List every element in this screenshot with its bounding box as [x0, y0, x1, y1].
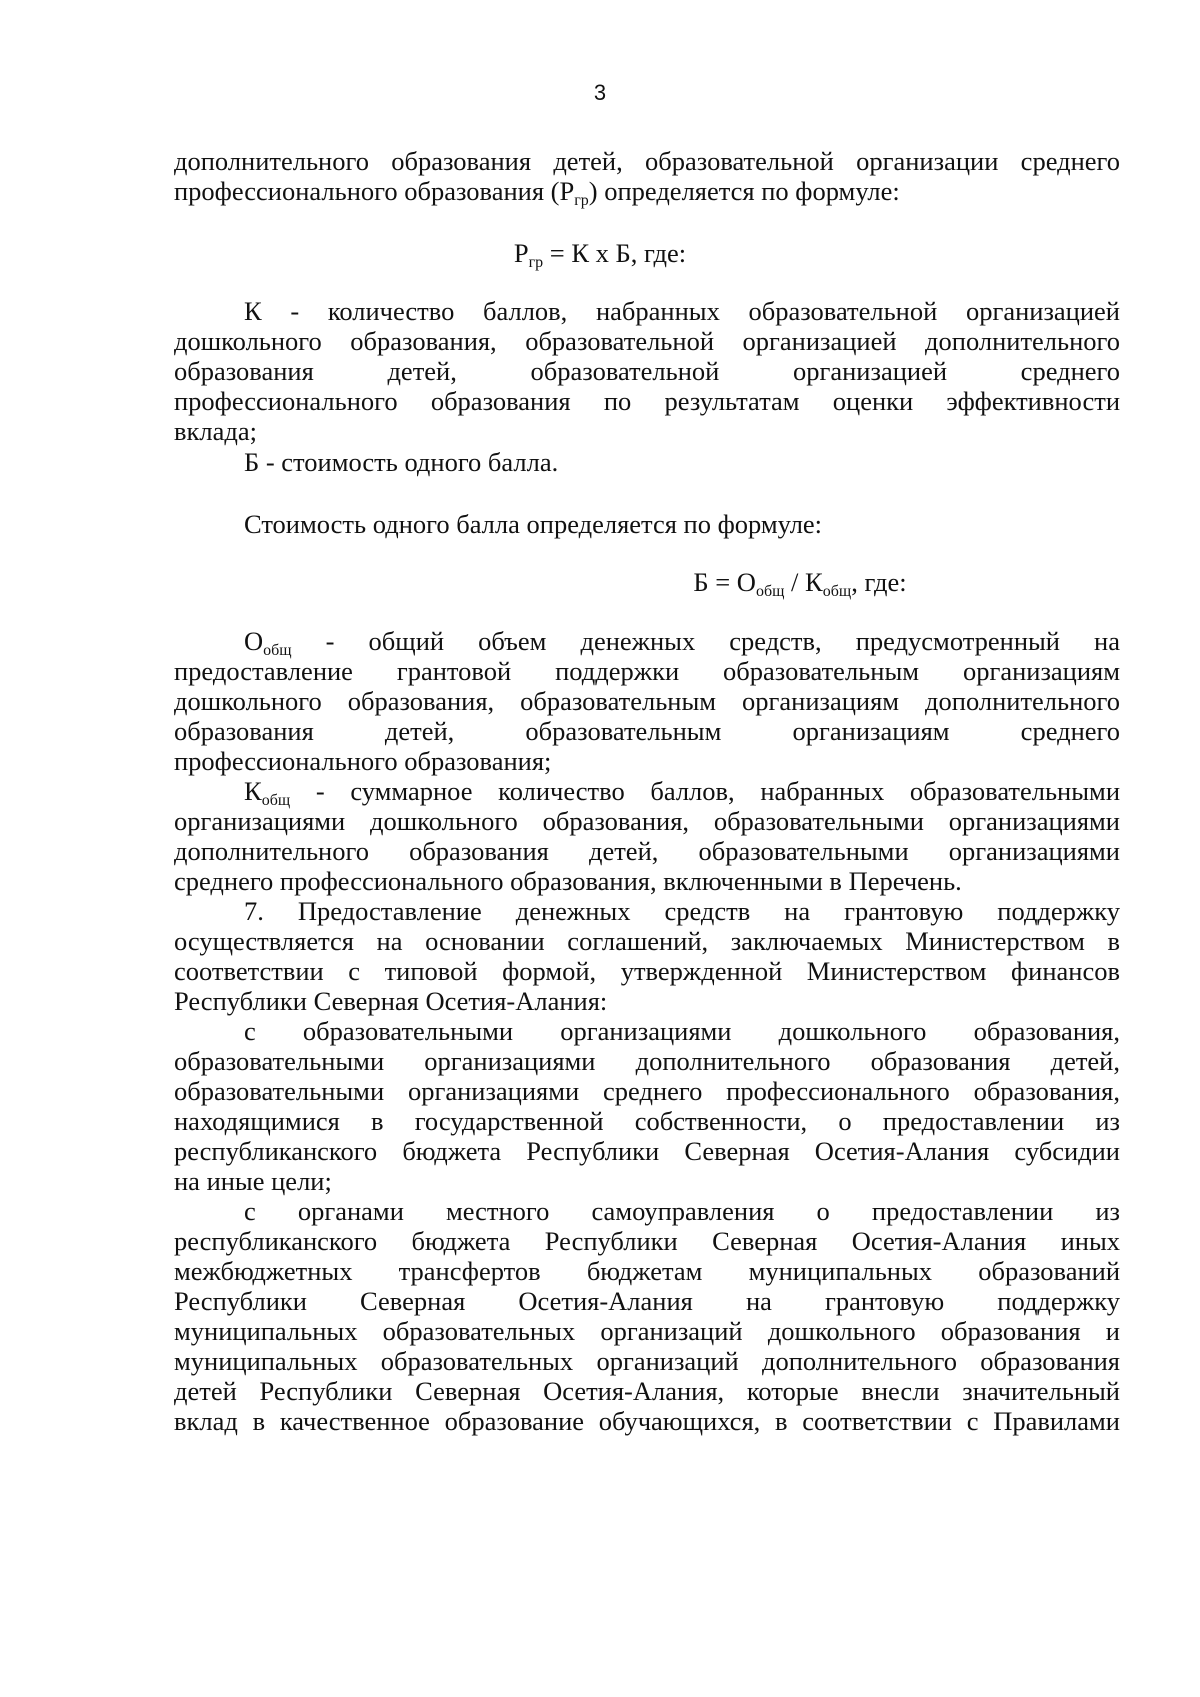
text-line: [174, 745, 1120, 777]
subscript: общ: [261, 792, 291, 809]
text-line: [174, 865, 1120, 897]
text-line: [244, 895, 1120, 927]
formula-line: [500, 566, 1100, 598]
line-text: осуществляется на основании соглашений, заключаемых Министерством в: [174, 926, 1120, 956]
line-text: с органами местного самоуправления о предоставлении из: [244, 1196, 1120, 1226]
text-line: [174, 655, 1120, 687]
line-text: межбюджетных трансфертов бюджетам муниципальных образований: [174, 1256, 1120, 1286]
line-text: - общий объем денежных средств, предусмотренный на: [291, 626, 1120, 656]
text-line: [174, 415, 1120, 447]
line-text: с образовательными организациями дошкольного образования,: [244, 1016, 1120, 1046]
text-line: [174, 835, 1120, 867]
line-text: = К х Б, где:: [543, 238, 687, 268]
line-text: предоставление грантовой поддержки образовательным организациям: [174, 656, 1120, 686]
line-text: образовательными организациями среднего профессионального образования,: [174, 1076, 1120, 1106]
subscript: общ: [263, 642, 292, 659]
text-line: [174, 955, 1120, 987]
text-line: [174, 1225, 1120, 1257]
text-line: [174, 1165, 1120, 1197]
line-text: К - количество баллов, набранных образовательной организацией: [244, 296, 1120, 326]
line-text: находящимися в государственной собственности, о предоставлении из: [174, 1106, 1120, 1136]
text-line: [174, 175, 1120, 207]
text-line: [244, 508, 1120, 540]
text-line: [244, 1015, 1120, 1047]
text-line: [174, 1345, 1120, 1377]
text-line: [244, 446, 1120, 478]
subscript: гр: [574, 192, 589, 209]
text-line: [244, 625, 1120, 657]
line-text: детей Республики Северная Осетия-Алания, которые внесли значительный: [174, 1376, 1120, 1406]
subscript: гр: [528, 254, 544, 271]
line-text: О: [244, 626, 264, 656]
line-text: дошкольного образования, образовательной организацией дополнительного: [174, 326, 1120, 356]
line-text: Республики Северная Осетия-Алания на грантовую поддержку: [174, 1286, 1120, 1316]
subscript: общ: [755, 583, 785, 600]
line-text: профессионального образования;: [174, 746, 552, 776]
text-line: [174, 1105, 1120, 1137]
line-text: образования детей, образовательным организациям среднего: [174, 716, 1120, 746]
text-line: [174, 685, 1120, 717]
text-line: [174, 1285, 1120, 1317]
line-text: 7. Предоставление денежных средств на грантовую поддержку: [244, 896, 1120, 926]
text-line: [174, 1405, 1120, 1437]
line-text: образования детей, образовательной организацией среднего: [174, 356, 1120, 386]
line-text: / К: [784, 567, 823, 597]
text-line: [174, 1135, 1120, 1167]
formula-line: [0, 237, 1200, 269]
line-text: вклада;: [174, 416, 257, 446]
text-line: [244, 1195, 1120, 1227]
page-number: 3: [593, 80, 607, 105]
line-text: образовательными организациями дополнительного образования детей,: [174, 1046, 1120, 1076]
text-line: [174, 325, 1120, 357]
line-text: дошкольного образования, образовательным организациям дополнительного: [174, 686, 1120, 716]
text-line: [174, 925, 1120, 957]
line-text: - суммарное количество баллов, набранных образовательными: [290, 776, 1120, 806]
text-line: [174, 385, 1120, 417]
text-line: [244, 295, 1120, 327]
line-text: дополнительного образования детей, образовательной организации среднего: [174, 146, 1120, 176]
line-text: Республики Северная Осетия-Алания:: [174, 986, 608, 1016]
line-text: Б - стоимость одного балла.: [244, 447, 559, 477]
text-line: [174, 805, 1120, 837]
line-text: профессионального образования по результатам оценки эффективности: [174, 386, 1120, 416]
line-text: среднего профессионального образования, включенными в Перечень.: [174, 866, 962, 896]
line-text: муниципальных образовательных организаций дошкольного образования и: [174, 1316, 1120, 1346]
line-text: дополнительного образования детей, образовательными организациями: [174, 836, 1120, 866]
line-text: , где:: [851, 567, 907, 597]
line-text: республиканского бюджета Республики Северная Осетия-Алания иных: [174, 1226, 1120, 1256]
text-line: [174, 1255, 1120, 1287]
text-line: [174, 1315, 1120, 1347]
line-text: Стоимость одного балла определяется по формуле:: [244, 509, 823, 539]
line-text: ) определяется по формуле:: [588, 176, 900, 206]
subscript: общ: [822, 583, 852, 600]
line-text: муниципальных образовательных организаций дополнительного образования: [174, 1346, 1120, 1376]
text-line: [174, 1045, 1120, 1077]
text-line: [174, 1375, 1120, 1407]
line-text: К: [244, 776, 262, 806]
text-line: [174, 715, 1120, 747]
line-text: соответствии с типовой формой, утвержденной Министерством финансов: [174, 956, 1120, 986]
text-line: [174, 1075, 1120, 1107]
text-line: [244, 775, 1120, 807]
line-text: Р: [513, 238, 529, 268]
text-line: [174, 145, 1120, 177]
text-line: [174, 985, 1120, 1017]
line-text: организациями дошкольного образования, образовательными организациями: [174, 806, 1120, 836]
line-text: профессионального образования (Р: [174, 176, 575, 206]
line-text: Б = О: [693, 567, 756, 597]
line-text: на иные цели;: [174, 1166, 332, 1196]
text-line: [174, 355, 1120, 387]
line-text: вклад в качественное образование обучающихся, в соответствии с Правилами: [174, 1406, 1120, 1436]
line-text: республиканского бюджета Республики Северная Осетия-Алания субсидии: [174, 1136, 1120, 1166]
